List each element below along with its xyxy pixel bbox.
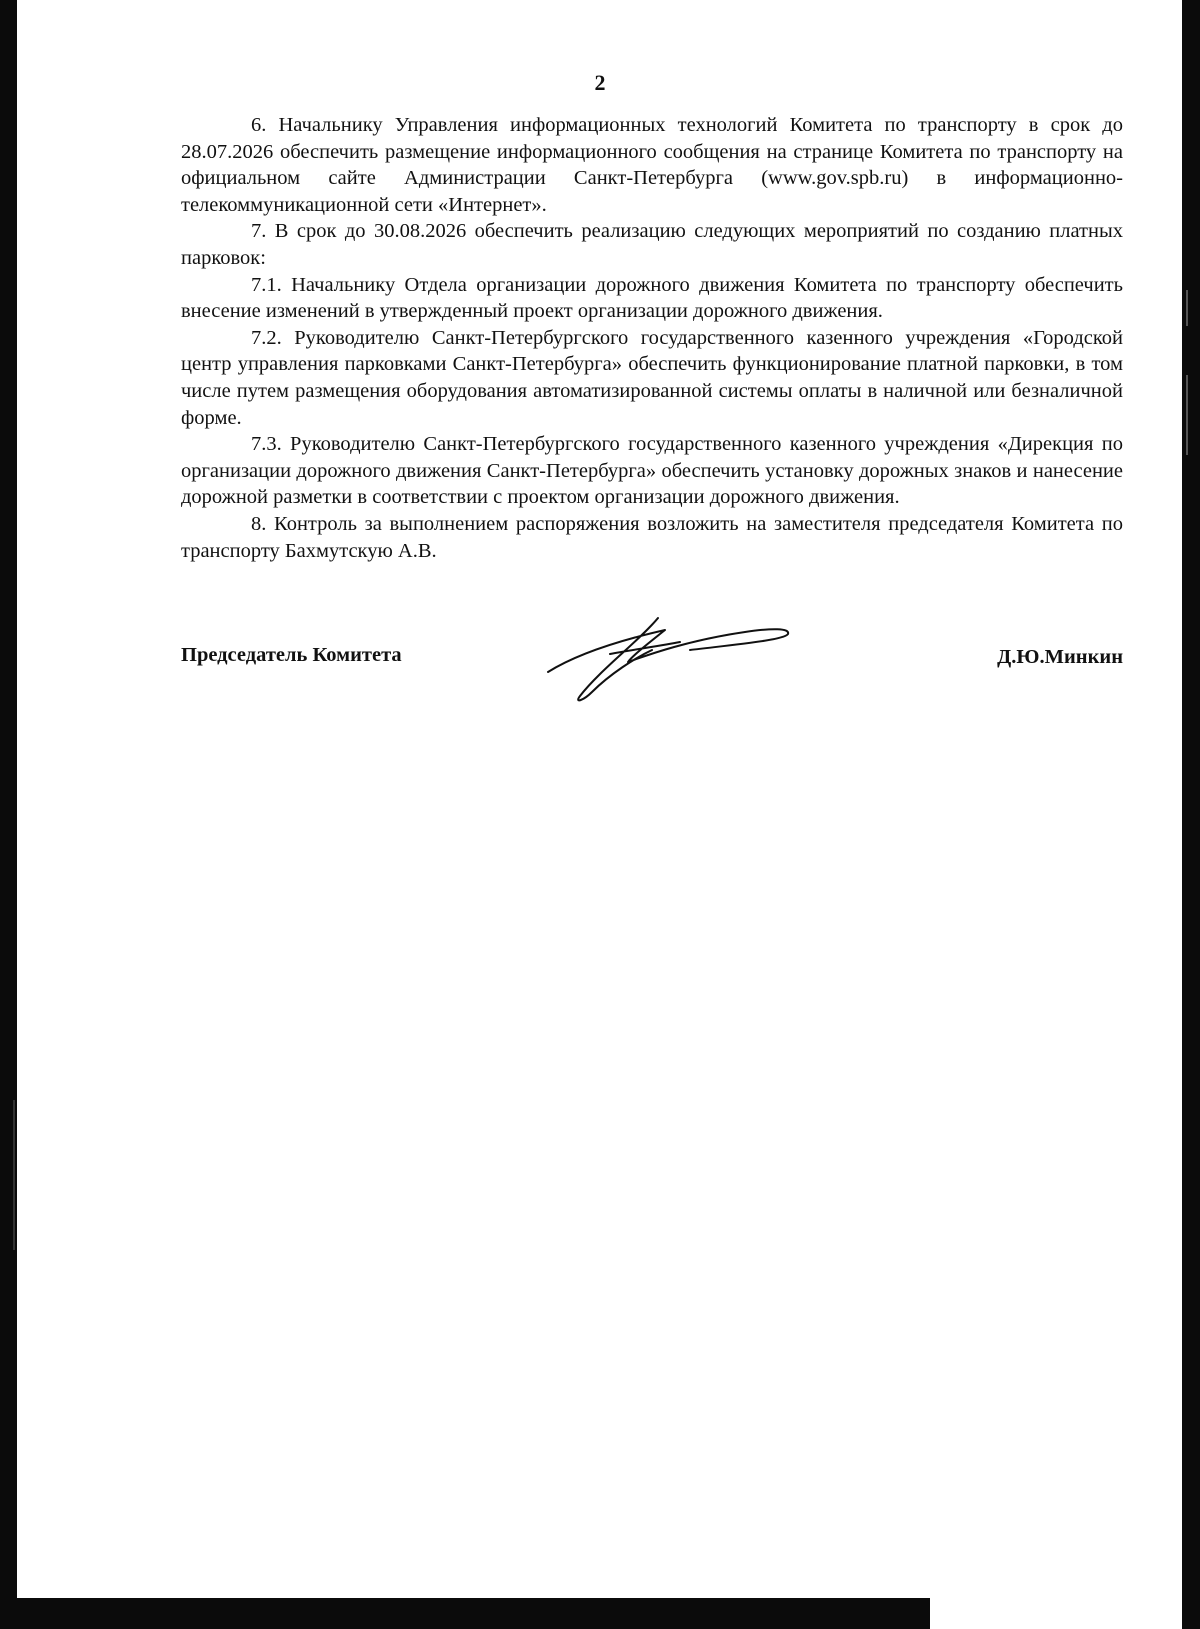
handwritten-signature <box>540 610 800 710</box>
scan-artifact-mark <box>1186 290 1188 326</box>
scan-border-right <box>1182 0 1200 1629</box>
document-body <box>181 112 1123 564</box>
paragraph-7-3: 7.3. Руководителю Санкт-Петербургского государственного казенного учреждения «Дирекция по организации дорожного движения Санкт-Петербурга» обеспечить установку дорожных знаков и нанесение дорожной разметки в соответствии с проектом организации дорожного движения. <box>181 433 1123 509</box>
scan-artifact-mark <box>1186 375 1188 455</box>
paragraph-6: 6. Начальнику Управления информационных технологий Комитета по транспорту в срок до 28.07.2026 обеспечить размещение информационного сообщения на странице Комитета по транспорту на официальном сайте Администрации Санкт-Петербурга (www.gov.spb.ru) в информационно-телекоммуникационной сети «Интернет». <box>181 114 1123 216</box>
paragraph-7-2: 7.2. Руководителю Санкт-Петербургского государственного казенного учреждения «Городской центр управления парковками Санкт-Петербурга» обеспечить функционирование платной парковки, в том числе путем размещения оборудования автоматизированной системы оплаты в наличной или безналичной форме. <box>181 326 1123 429</box>
signatory-name: Д.Ю.Минкин <box>997 646 1123 668</box>
scan-border-left <box>0 0 17 1629</box>
paragraph-7-1: 7.1. Начальнику Отдела организации дорожного движения Комитета по транспорту обеспечить внесение изменений в утвержденный проект организации дорожного движения. <box>181 273 1123 323</box>
page-number: 2 <box>594 70 606 95</box>
paragraph-8: 8. Контроль за выполнением распоряжения возложить на заместителя председателя Комитета по транспорту Бахмутскую А.В. <box>181 512 1123 562</box>
scan-artifact-line <box>13 1100 15 1250</box>
signatory-title: Председатель Комитета <box>181 644 402 666</box>
scan-border-bottom <box>0 1598 930 1629</box>
paragraph-7: 7. В срок до 30.08.2026 обеспечить реализацию следующих мероприятий по созданию платных парковок: <box>181 220 1123 269</box>
